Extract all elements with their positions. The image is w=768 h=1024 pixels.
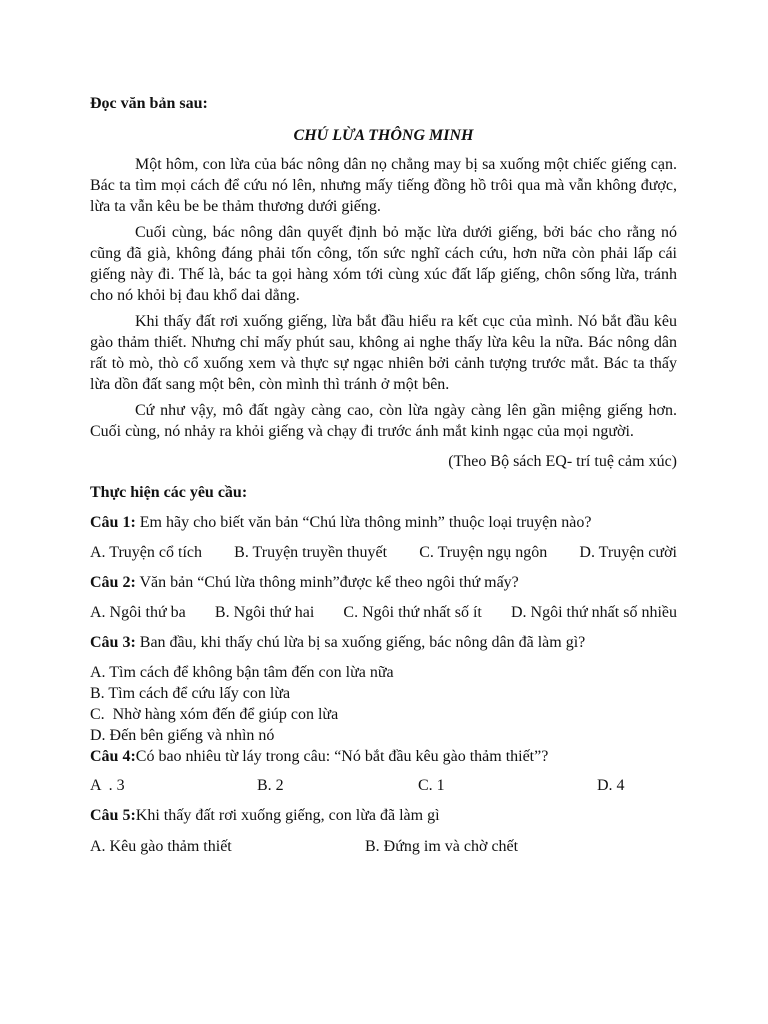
option-a: A. Tìm cách để không bận tâm đến con lừa nữa — [90, 664, 394, 681]
question-5 — [90, 805, 677, 827]
option-a: A. Kêu gào thảm thiết — [90, 838, 232, 855]
document-content — [90, 93, 677, 858]
option-c: C. Ngôi thứ nhất số ít — [343, 604, 482, 621]
question-label: Câu 4: — [90, 748, 136, 765]
task-heading: Thực hiện các yêu cầu: — [90, 484, 248, 501]
question-4-options — [90, 775, 677, 797]
question-label: Câu 3: — [90, 634, 136, 651]
question-label: Câu 1: — [90, 514, 136, 531]
story-paragraph: Một hôm, con lừa của bác nông dân nọ chẳng may bị sa xuống một chiếc giếng cạn. Bác ta tìm mọi cách để cứu nó lên, nhưng mấy tiếng đồng hồ trôi qua mà vẫn không được, lừa ta vẫn kêu be be thảm thương dưới giếng. — [90, 156, 677, 215]
question-text: Ban đầu, khi thấy chú lừa bị sa xuống giếng, bác nông dân đã làm gì? — [135, 634, 586, 651]
question-3 — [90, 632, 677, 654]
question-text: Khi thấy đất rơi xuống giếng, con lừa đã làm gì — [135, 807, 440, 824]
story-title: CHÚ LỪA THÔNG MINH — [293, 127, 474, 144]
question-2 — [90, 572, 677, 594]
option-a: A . 3 — [90, 777, 125, 794]
option-d: D. 4 — [597, 777, 625, 794]
option-d: D. Truyện cười — [579, 544, 677, 561]
question-label: Câu 2: — [90, 574, 136, 591]
question-5-options — [90, 836, 677, 858]
question-text: Có bao nhiêu từ láy trong câu: “Nó bắt đầu kêu gào thảm thiết”? — [135, 748, 549, 765]
option-b: B. Tìm cách để cứu lấy con lừa — [90, 685, 291, 702]
story-paragraph: Khi thấy đất rơi xuống giếng, lừa bắt đầu hiểu ra kết cục của mình. Nó bắt đầu kêu gào thảm thiết. Nhưng chỉ mấy phút sau, không ai nghe thấy lừa kêu la nữa. Bác nông dân rất tò mò, thò cổ xuống xem và thực sự ngạc nhiên bởi cảnh tượng trước mắt. Bác ta thấy lừa dồn đất sang một bên, còn mình thì tránh ở một bên. — [90, 313, 677, 393]
question-2-options — [90, 602, 677, 624]
option-d: D. Đến bên giếng và nhìn nó — [90, 727, 275, 744]
question-1 — [90, 512, 677, 534]
option-b: B. Truyện truyền thuyết — [234, 544, 388, 561]
option-d: D. Ngôi thứ nhất số nhiều — [511, 604, 677, 621]
question-text: Văn bản “Chú lừa thông minh”được kể theo ngôi thứ mấy? — [135, 574, 519, 591]
question-4 — [90, 746, 677, 768]
option-c: C. Truyện ngụ ngôn — [419, 544, 548, 561]
question-label: Câu 5: — [90, 807, 136, 824]
option-b: B. 2 — [257, 777, 284, 794]
source-citation: (Theo Bộ sách EQ- trí tuệ cảm xúc) — [448, 453, 677, 470]
option-c: C. Nhờ hàng xóm đến để giúp con lừa — [90, 706, 339, 723]
question-1-options — [90, 542, 677, 564]
question-text: Em hãy cho biết văn bản “Chú lừa thông minh” thuộc loại truyện nào? — [135, 514, 592, 531]
story-paragraph: Cứ như vậy, mô đất ngày càng cao, còn lừa ngày càng lên gần miệng giếng hơn. Cuối cùng, nó nhảy ra khỏi giếng và chạy đi trước ánh mắt kinh ngạc của mọi người. — [90, 402, 677, 440]
option-b: B. Đứng im và chờ chết — [365, 838, 519, 855]
option-a: A. Truyện cổ tích — [90, 544, 202, 561]
reading-heading: Đọc văn bản sau: — [90, 95, 208, 112]
option-a: A. Ngôi thứ ba — [90, 604, 186, 621]
question-3-options — [90, 662, 677, 746]
option-b: B. Ngôi thứ hai — [214, 604, 315, 621]
story-paragraph: Cuối cùng, bác nông dân quyết định bỏ mặc lừa dưới giếng, bởi bác cho rằng nó cũng đã già, không đáng phải tốn công, tốn sức nghĩ cách cứu, hơn nữa còn phải lấp cái giếng này đi. Thế là, bác ta gọi hàng xóm tới cùng xúc đất lấp giếng, chôn sống lừa, tránh cho nó khỏi bị đau khổ dai dẳng. — [90, 224, 677, 304]
option-c: C. 1 — [418, 777, 445, 794]
